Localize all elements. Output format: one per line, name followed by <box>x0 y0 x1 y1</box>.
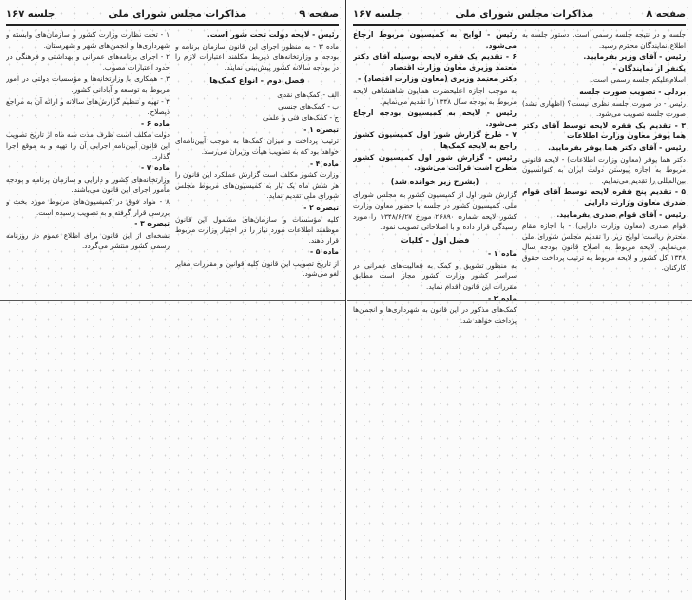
running-title: مذاکرات مجلس شورای ملی <box>455 8 594 20</box>
paragraph: رئیس - در صورت جلسه نظری نیست؟ (اظهاری نشد) صورت جلسه تصویب می‌شود. <box>522 98 686 119</box>
paragraph: به موجب اجازه اعلیحضرت همایون شاهنشاهی لایحه مربوط به بودجه سال ۱۳۴۸ را تقدیم می‌نمایم. <box>353 85 517 106</box>
text-column-left <box>353 30 517 595</box>
page-header <box>353 4 686 26</box>
speaker-line: تبصره ۱ - <box>303 124 339 134</box>
session-number: جلسه ۱۶۷ <box>353 8 403 20</box>
page-number: صفحه ۹ <box>299 8 339 20</box>
paragraph: ب - کمک‌های جنسی <box>278 101 339 111</box>
paragraph: وزارت کشور مکلف است گزارش عملکرد این قانون را هر شش ماه یک بار به کمیسیون‌های مربوط مجلس شورای ملی تقدیم نماید. <box>175 170 339 201</box>
page-header <box>6 4 339 26</box>
speaker-line: ۷ - طرح گزارش شور اول کمیسیون کشور راجع به لایحه کمک‌ها <box>353 130 517 150</box>
paragraph: ۲ - اجرای برنامه‌های عمرانی و بهداشتی و فرهنگی در حدود اعتبارات مصوب. <box>6 52 170 72</box>
paragraph: نسخه‌ای از این قانون برای اطلاع عموم در روزنامه رسمی کشور منتشر می‌گردد. <box>6 230 170 251</box>
speaker-line: ماده ۷ - <box>140 163 170 173</box>
speaker-line: تبصره ۲ - <box>303 202 339 212</box>
speaker-line: ماده ۴ - <box>309 158 339 168</box>
text-column-left <box>6 30 170 595</box>
speaker-line: ماده ۵ - <box>309 247 339 257</box>
speaker-line: ماده ۱ - <box>487 249 517 259</box>
speaker-line: یکنفر از نمایندگان - <box>612 63 686 73</box>
section-heading: (بشرح زیر خوانده شد) <box>390 176 480 186</box>
paragraph: دولت مکلف است ظرف مدت سه ماه از تاریخ تصویب این قانون آیین‌نامه اجرایی آن را تهیه و به موقع اجرا گذارد. <box>6 130 170 161</box>
right-page <box>347 0 692 600</box>
paragraph: ۳ - همکاری با وزارتخانه‌ها و مؤسسات دولتی در امور مربوط به توسعه و آبادانی کشور. <box>6 74 170 94</box>
paragraph: ۸ - مواد فوق در کمیسیون‌های مربوط مورد بحث و بررسی قرار گرفته و به تصویب رسیده است. <box>6 196 170 217</box>
paragraph: دکتر هما یوفر (معاون وزارت اطلاعات) - لایحه قانونی مربوط به اجازه پیوستن دولت ایران به کنوانسیون بین‌المللی را تقدیم می‌نمایم. <box>522 154 686 185</box>
speaker-line: ۳ - تقدیم یک فقره لایحه توسط آقای دکتر هما یوفر معاون وزارت اطلاعات <box>522 120 686 141</box>
paragraph: ۴ - تهیه و تنظیم گزارش‌های سالانه و ارائه آن به مراجع ذیصلاح. <box>6 96 170 117</box>
section-heading: فصل دوم - انواع کمک‌ها <box>209 76 305 86</box>
speaker-line: دکتر معتمد وزیری (معاون وزارت اقتصاد) - <box>358 74 517 84</box>
paragraph: به منظور تشویق و کمک به فعالیت‌های عمرانی در سراسر کشور وزارت کشور مجاز است مطابق مقررات این قانون اقدام نماید. <box>353 260 517 292</box>
speaker-line: ماده ۲ - <box>487 293 517 303</box>
paragraph: ۱ - تحت نظارت وزارت کشور و سازمان‌های وابسته و شهرداری‌ها و انجمن‌های شهر و شهرستان. <box>6 30 170 50</box>
speaker-line: رئیس - لایحه دولت تحت شور است. <box>206 30 339 39</box>
paragraph: کمک‌های مذکور در این قانون به شهرداری‌ها و انجمن‌ها پرداخت خواهد شد. <box>353 305 517 325</box>
text-column-right <box>175 30 339 595</box>
paragraph: از تاریخ تصویب این قانون کلیه قوانین و مقررات مغایر لغو می‌شود. <box>175 258 339 279</box>
text-column-right <box>522 30 686 595</box>
speaker-line: ۵ - تقدیم پنج فقره لایحه توسط آقای قوام صدری معاون وزارت دارایی <box>522 187 686 207</box>
paragraph: گزارش شور اول از کمیسیون کشور به مجلس شورای ملی. کمیسیون کشور در جلسه با حضور معاون وزارت کشور لایحه شماره ۲۶۸۹۰ مورخ ۱۳۴۸/۶/۲۷ را مورد رسیدگی قرار داده و با اصلاحاتی تصویب نمود. <box>353 190 517 232</box>
speaker-line: ماده ۶ - <box>140 118 170 128</box>
speaker-line: رئیس - لایحه به کمیسیون بودجه ارجاع می‌شود. <box>353 108 517 128</box>
paragraph: اسلام‌علیکم جلسه رسمی است. <box>590 75 686 85</box>
speaker-line: رئیس - آقای دکتر هما یوفر بفرمایید. <box>548 142 686 152</box>
speaker-line: رئیس - گزارش شور اول کمیسیون کشور مطرح است قرائت می‌شود. <box>353 152 517 173</box>
paragraph: وزارتخانه‌های کشور و دارایی و سازمان برنامه و بودجه مأمور اجرای این قانون می‌باشند. <box>6 174 170 195</box>
section-divider <box>347 300 692 301</box>
paragraph: ترتیب پرداخت و میزان کمک‌ها به موجب آیین‌نامه‌ای خواهد بود که به تصویب هیأت وزیران می‌رسد. <box>175 136 339 156</box>
page-number: صفحه ۸ <box>646 8 686 20</box>
section-heading: فصل اول - کلیات <box>400 235 470 245</box>
paragraph: الف - کمک‌های نقدی <box>277 89 339 99</box>
speaker-line: ۶ - تقدیم یک فقره لایحه بوسیله آقای دکتر معتمد وزیری معاون وزارت اقتصاد <box>353 52 517 72</box>
speaker-line: تبصره ۳ - <box>134 219 170 229</box>
speaker-line: بردلی - تصویب صورت جلسه <box>579 86 686 96</box>
speaker-line: رئیس - آقای وزیر بفرمایید. <box>583 52 686 62</box>
paragraph: جلسه و در نتیجه جلسه رسمی است. دستور جلسه به اطلاع نمایندگان محترم رسید. <box>522 30 686 50</box>
running-title: مذاکرات مجلس شورای ملی <box>108 8 247 20</box>
speaker-line: رئیس - لوایح به کمیسیون مربوط ارجاع می‌شود. <box>353 30 517 50</box>
paragraph: ج - کمک‌های فنی و علمی <box>262 113 339 123</box>
speaker-line: رئیس - آقای قوام صدری بفرمایید. <box>556 209 686 219</box>
section-divider <box>0 300 345 301</box>
session-number: جلسه ۱۶۷ <box>6 8 56 20</box>
paragraph: ماده ۳ - به منظور اجرای این قانون سازمان برنامه و بودجه و وزارتخانه‌های ذیربط مکلفند اعتبارات لازم را در بودجه سالانه کشور پیش‌بینی نمایند. <box>175 41 339 72</box>
paragraph: قوام صدری (معاون وزارت دارایی) - با اجازه مقام محترم ریاست لوایح زیر را تقدیم مجلس شورای ملی می‌نمایم. لایحه مربوط به اصلاح قانون بودجه سال ۱۳۴۸ کل کشور و لایحه مربوط به ترتیب پرداخت حقوق کارکنان. <box>522 221 686 273</box>
paragraph: کلیه مؤسسات و سازمان‌های مشمول این قانون موظفند اطلاعات مورد نیاز را در اختیار وزارت مربوط قرار دهند. <box>175 214 339 245</box>
